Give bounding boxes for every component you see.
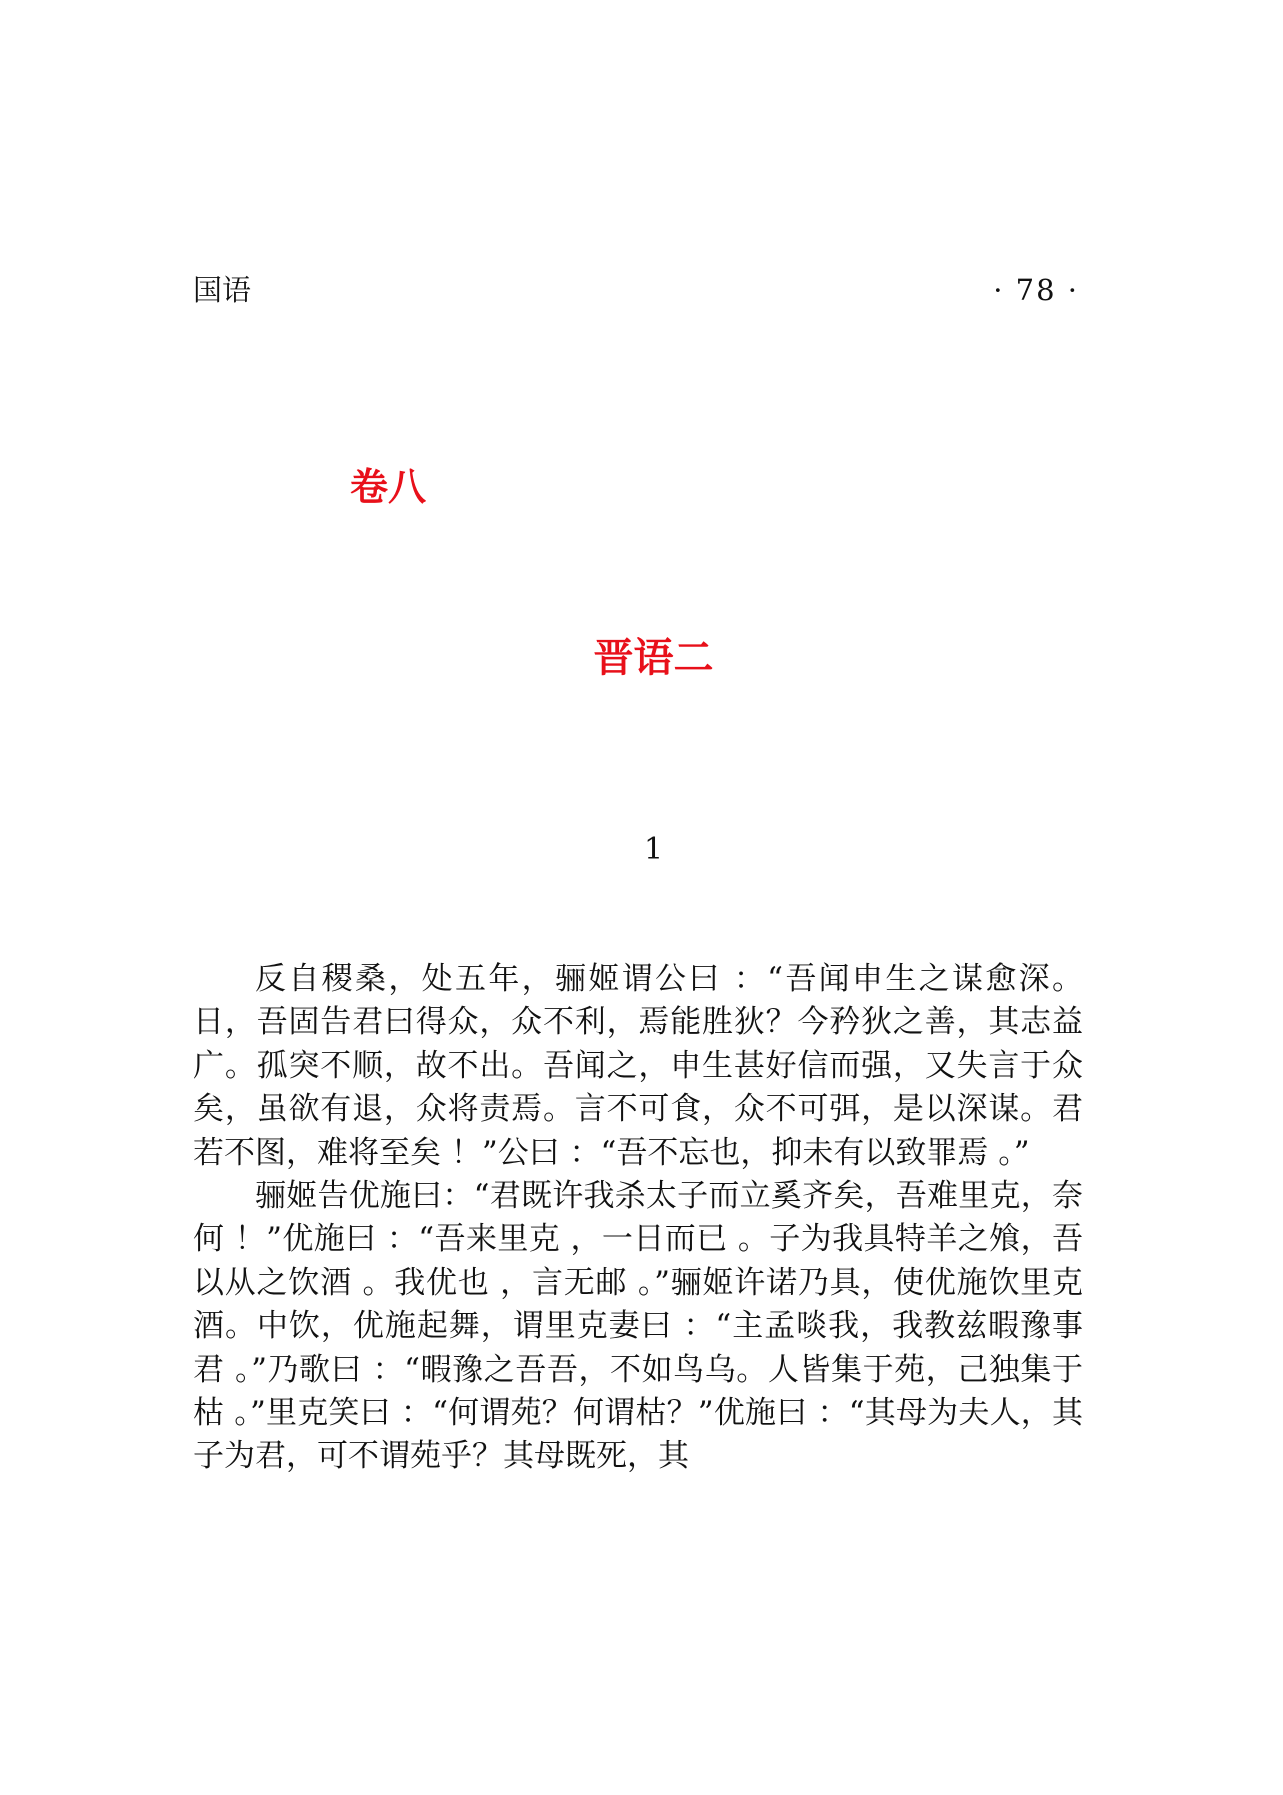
volume-title: 卷八 [350, 465, 427, 509]
paragraph: 骊姬告优施曰：“君既许我杀太子而立奚齐矣，吾难里克，奈何 ！”优施曰 ：“吾来里克 ，一日而已 。子为我具特羊之飧，吾以从之饮酒 。我优也 ，言无邮 。”骊姬许诺乃具，使优施饮里克酒。中饮，优施起舞，谓里克妻曰 ：“主孟啖我，我教兹暇豫事君 。”乃歌曰 ：“暇豫之吾吾，不如鸟乌。人皆集于苑，己独集于枯 。”里克笑曰 ：“何谓苑？何谓枯？”优施曰 ：“其母为夫人，其子为君，可不谓苑乎？其母既死，其 [193, 1178, 1083, 1475]
paragraph: 反自稷桑，处五年，骊姬谓公曰 ：“吾闻申生之谋愈深。日，吾固告君曰得众，众不利，焉能胜狄？今矜狄之善，其志益广。孤突不顺，故不出。吾闻之，申生甚好信而强，又失言于众矣，虽欲有退，众将责焉。言不可食，众不可弭，是以深谋。君若不图，难将至矣 ！”公曰 ：“吾不忘也，抑未有以致罪焉 。” [193, 961, 1083, 1171]
running-header-page-number: · 78 · [993, 273, 1079, 307]
chapter-title: 晋语二 [593, 635, 714, 681]
running-header-book-title: 国语 [193, 273, 252, 307]
body-text [193, 958, 1083, 1479]
section-number: 1 [643, 832, 664, 867]
